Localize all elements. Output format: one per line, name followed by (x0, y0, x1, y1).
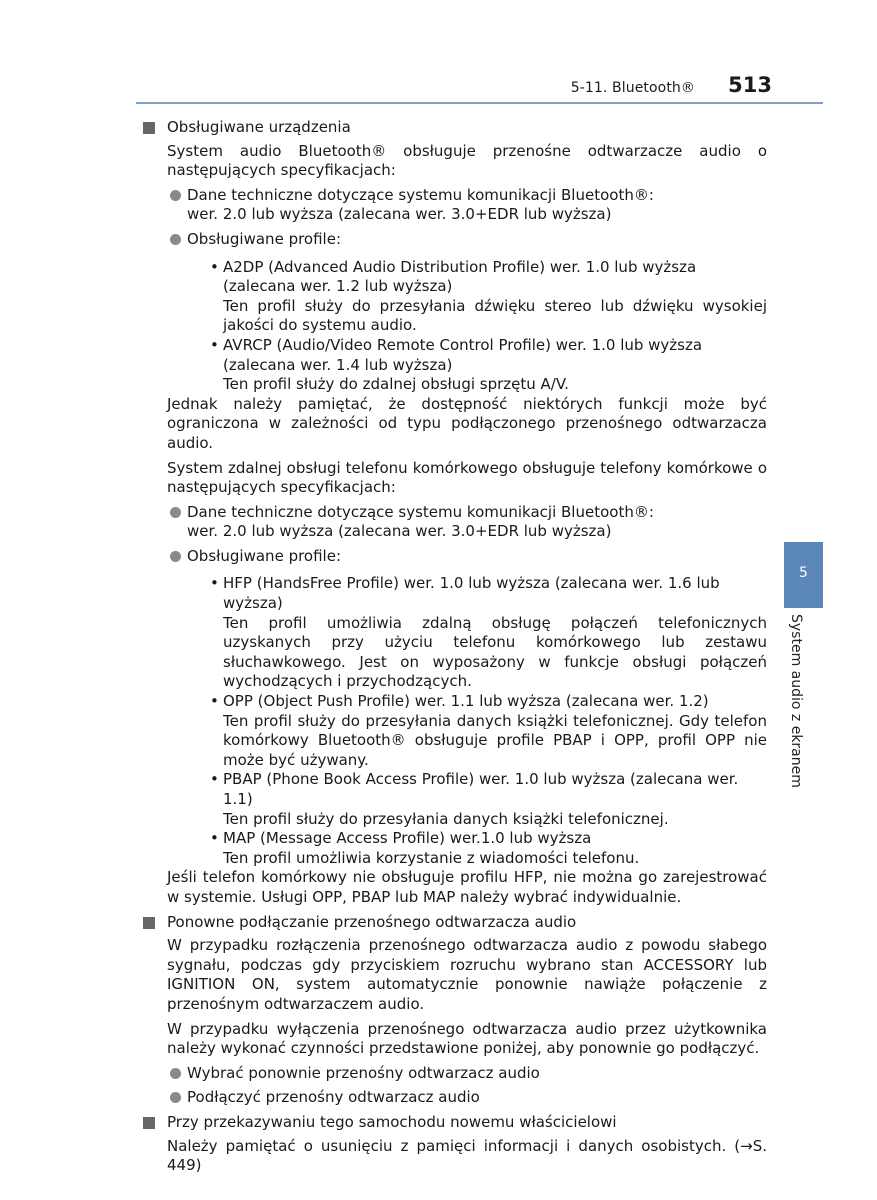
paragraph: W przypadku wyłączenia przenośnego odtwarzacza audio przez użytkownika należy wykonać czynności przedstawione poniżej, aby ponownie go podłączyć. (167, 1019, 767, 1058)
profile-item: • MAP (Message Access Profile) wer.1.0 lub wyższa Ten profil umożliwia korzystanie z wiadomości telefonu. (210, 829, 640, 867)
circle-bullet-icon (170, 507, 181, 518)
page-content (142, 118, 767, 1181)
section-reconnect (142, 913, 767, 1108)
profile-item: • PBAP (Phone Book Access Profile) wer. 1.0 lub wyższa (zalecana wer. 1.1) Ten profil służy do przesyłania danych książki telefonicznej. (210, 770, 739, 828)
paragraph: W przypadku rozłączenia przenośnego odtwarzacza audio z powodu słabego sygnału, podczas gdy przyciskiem rozruchu wybrano stan ACCESSORY lub IGNITION ON, system automatycznie ponownie nawiąże połączenie z przenośnym odtwarzaczem audio. (167, 936, 767, 1013)
page-header (0, 68, 877, 108)
section-heading: Przy przekazywaniu tego samochodu nowemu właścicielowi (167, 1113, 767, 1133)
profile-item: • A2DP (Advanced Audio Distribution Profile) wer. 1.0 lub wyższa (zalecana wer. 1.2 lub wyższa) Ten profil służy do przesyłania dźwięku stereo lub dźwięku wysokiej jakości do systemu audio. (210, 257, 767, 335)
profile-item: • AVRCP (Audio/Video Remote Control Profile) wer. 1.0 lub wyższa (zalecana wer. 1.4 lub wyższa) Ten profil służy do zdalnej obsługi sprzętu A/V. (210, 335, 703, 394)
circle-bullet-icon (170, 551, 181, 562)
square-bullet-icon (143, 917, 155, 929)
section-title: 5-11. Bluetooth® (570, 80, 695, 96)
circle-bullet-icon (170, 190, 181, 201)
profile-item: • OPP (Object Push Profile) wer. 1.1 lub wyższa (zalecana wer. 1.2) Ten profil służy do przesyłania danych książki telefonicznej. Gdy telefon komórkowy Bluetooth® obsługuje profile PBAP i OPP, profil OPP nie może być używany. (210, 692, 767, 769)
profile-list (187, 574, 767, 868)
page-number: 513 (728, 73, 772, 97)
list-item: Obsługiwane profile: • A2DP (Advanced Audio Distribution Profile) wer. 1.0 lub wyższa (zalecana wer. 1.2 lub wyższa) Ten profil służy do przesyłania dźwięku stereo lub dźwięku wysokiej jakości do systemu audio. • AVRCP (Audio/Video Remote Control Profile) wer. 1.0 lub wyższa (zalecana wer. 1.4 lub wyższa) Ten profil służy do zdalnej obsługi sprzętu A/V. (167, 230, 767, 395)
profile-item: • HFP (HandsFree Profile) wer. 1.0 lub wyższa (zalecana wer. 1.6 lub wyższa) Ten profil umożliwia zdalną obsługę połączeń telefonicznych uzyskanych przy użyciu telefonu komórkowego lub zestawu słuchawkowego. Jest on wyposażony w funkcje obsługi połączeń wychodzących i przychodzących. (210, 574, 767, 691)
dot-bullet-icon: • (210, 770, 219, 789)
list-item: Dane techniczne dotyczące systemu komunikacji Bluetooth®: wer. 2.0 lub wyższa (zalecana wer. 3.0+EDR lub wyższa) (167, 503, 767, 542)
paragraph: Należy pamiętać o usunięciu z pamięci informacji i danych osobistych. (→S. 449) (167, 1136, 767, 1175)
section-heading: Ponowne podłączanie przenośnego odtwarzacza audio (167, 913, 767, 933)
section-new-owner (142, 1113, 767, 1176)
dot-bullet-icon: • (210, 574, 219, 593)
section-supported-devices (142, 118, 767, 908)
profile-list (187, 258, 767, 395)
header-divider (136, 102, 823, 104)
dot-bullet-icon: • (210, 335, 219, 354)
paragraph: System audio Bluetooth® obsługuje przenośne odtwarzacze audio o następujących specyfikacjach: (167, 141, 767, 180)
circle-bullet-icon (170, 1092, 181, 1103)
paragraph: System zdalnej obsługi telefonu komórkowego obsługuje telefony komórkowe o następujących specyfikacjach: (167, 458, 767, 497)
circle-bullet-icon (170, 234, 181, 245)
square-bullet-icon (143, 1117, 155, 1129)
chapter-label: System audio z ekranem (788, 614, 804, 788)
circle-bullet-icon (170, 1068, 181, 1079)
paragraph: Jeśli telefon komórkowy nie obsługuje profilu HFP, nie można go zarejestrować w systemie. Usługi OPP, PBAP lub MAP należy wybrać indywidualnie. (167, 868, 767, 906)
chapter-number: 5 (799, 565, 808, 581)
square-bullet-icon (143, 122, 155, 134)
list-item: Wybrać ponownie przenośny odtwarzacz audio (167, 1064, 767, 1084)
paragraph: Jednak należy pamiętać, że dostępność niektórych funkcji może być ograniczona w zależności od typu podłączonego przenośnego odtwarzacza audio. (167, 394, 767, 452)
section-heading: Obsługiwane urządzenia (167, 118, 767, 138)
dot-bullet-icon: • (210, 692, 219, 711)
chapter-tab (784, 542, 823, 608)
dot-bullet-icon: • (210, 257, 219, 276)
dot-bullet-icon: • (210, 829, 219, 848)
list-item: Dane techniczne dotyczące systemu komunikacji Bluetooth®: wer. 2.0 lub wyższa (zalecana wer. 3.0+EDR lub wyższa) (167, 186, 767, 225)
list-item: Obsługiwane profile: • HFP (HandsFree Profile) wer. 1.0 lub wyższa (zalecana wer. 1.6 lub wyższa) Ten profil umożliwia zdalną obsługę połączeń telefonicznych uzyskanych przy użyciu telefonu komórkowego lub zestawu słuchawkowego. Jest on wyposażony w funkcje obsługi połączeń wychodzących i przychodzących. • OPP (Object Push Profile) wer. 1.1 lub wyższa (zalecana wer. 1.2) Ten profil służy do przesyłania danych książki telefonicznej. Gdy telefon komórkowy Bluetooth® obsługuje profile PBAP i OPP, profil OPP nie może być używany. • PBAP (Phone Book Access Profile) wer. 1.0 lub wyższa (zalecana wer. 1.1) Ten profil służy do przesyłania danych książki telefonicznej. • MAP (Message Access Profile) wer.1.0 lub wyższa Ten profil umożliwia korzystanie z wiadomości telefonu. (167, 547, 767, 869)
list-item: Podłączyć przenośny odtwarzacz audio (167, 1088, 767, 1108)
